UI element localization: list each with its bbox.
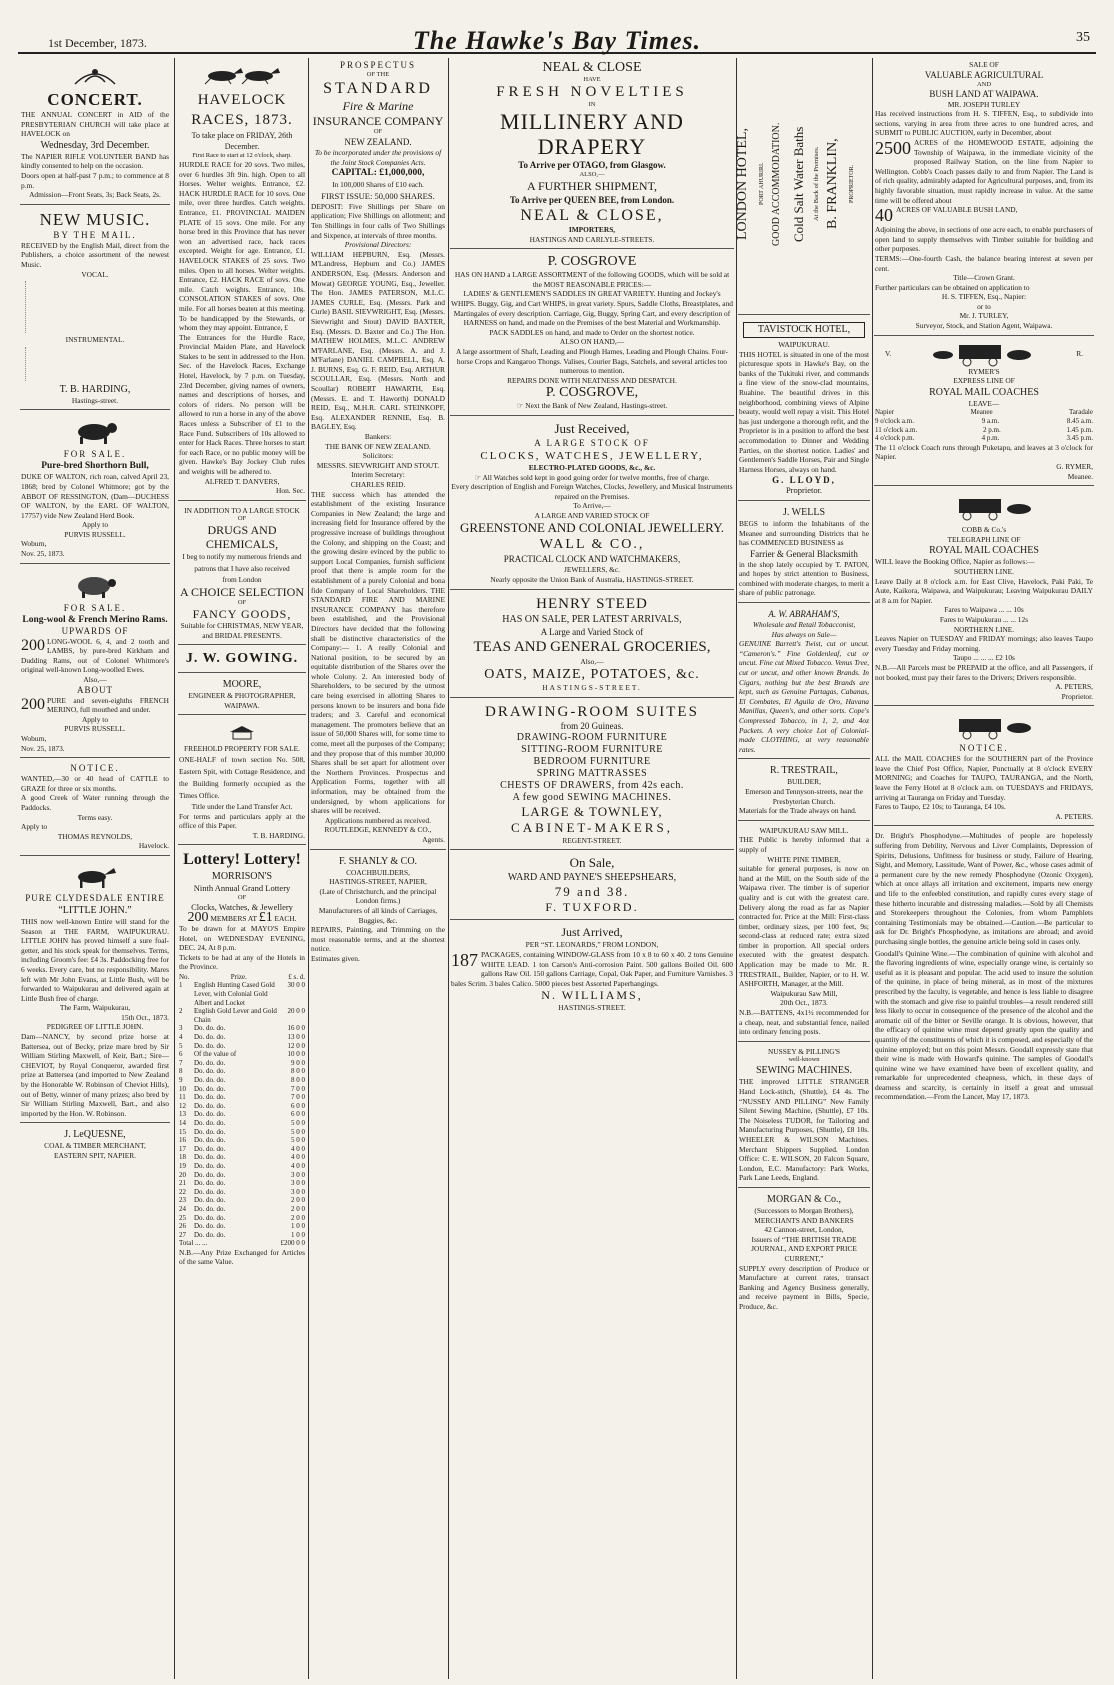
prospectus-ad: PROSPECTUS OF THE STANDARD Fire & Marine INSURANCE COMPANY OF NEW ZEALAND. To be incorporated under the provisions of the Joint Stock Companies Acts. CAPITAL: £1,000,000, In 100,000 Shares of £10 each. FIRST ISSUE: 50,000 SHARES. DEPOSIT: Five Shillings per Share on application; Five Shillings on allotment; and Ten Shillings in four calls of Two Shillings and Sixpence, at intervals of three months. Provisional Directors: WILLIAM HEPBURN, Esq. (Messrs. M'Landress, Hepburn and Co.) JAMES ANDERSON, Esq. (Messrs. Anderson and Mowat) GEORGE YOUNG, Esq., Jeweller. The Hon. JAMES PATERSON, M.L.C. JAMES CURLE, Esq. (Messrs. Park and Curle) BASIL SIEVWRIGHT, Esq. (Messrs. Sievwright and Stout) DAVID BAXTER, Esq. (Messrs. D. Baxter and Co.) The Hon. MATHEW HOLMES, M.L.C. ANDREW M'FARLANE, Esq. (Messrs. A. and J. M'Farlane) DANIEL CAMPBELL, Esq. A. J. BURNS, Esq. G. F. REID, Esq. ARTHUR SCOULLAR, Esq. (Messrs. North and Scoullar) ROBERT HAWARTH, Esq. (Messrs. E. and T. Haworth) DONALD REID, Esq., M.H.R. CARL STEINKOPF, Esq. ALEXANDER RENNIE, Esq. B. BAGLEY, Esq. Bankers: THE BANK OF NEW ZEALAND. Solicitors: MESSRS. SIEVWRIGHT AND STOUT. Interim Secretary: CHARLES REID. THE success which has attended the establishment of the existing Insurance Companies in New Zealand; the large and increasing field for Insurance offered by the progressive increase of buildings throughout the Colony, and shipping on the Coast; and the growing desire evinced by the public to support Local Companies, furnish sufficient proof that there is ample room for the establishment of a purely Colonial and bona fide Company of Local Shareholders. THE STANDARD FIRE AND MARINE INSURANCE COMPANY has therefore been established, and the Provisional Directors have decided that the following shall be distinctive characteristics of the Company:— 1. A really Colonial and National position, to be secured by an equitable distribution of the Shares over the whole Colony. 2. An interested body of Shareholders, to be secured by the utmost care being exercised in allotting Shares to persons known to be insurers and bona fide traders; and 3. Careful and economical management. The promoters believe that an issue of 50,000 Shares will, for some time to come, meet all the purposes of the Company; and they propose that of this number 30,000 Shares shall be set apart for allotment over the Northern Provinces. Prospectus and Application Forms, together with all information, may be obtained from the undersigned, by whom applications for shares will be received. Applications numbered as received. ROUTLEDGE, KENNEDY & CO., Agents. <box>310 58 446 850</box>
shanly-ad: F. SHANLY & CO. COACHBUILDERS, HASTINGS-STREET, NAPIER, (Late of Christchurch, and the principal London firms.) Manufacturers of all kinds of Carriages, Buggies, &c. REPAIRS, Painting, and Trimming on the most reasonable terms, and at the shortest notice. Estimates given. <box>311 855 445 963</box>
prize-row: 16 Do. do. do. 5 0 0 <box>179 1136 305 1145</box>
cobb-coaches-ad: COBB & Co.'s TELEGRAPH LINE OF ROYAL MAIL COACHES WILL leave the Booking Office, Napier as follows:— SOUTHERN LINE. Leave Daily at 8 o'clock a.m. for East Clive, Havelock, Paki Paki, Te Aute, Kaikora, Waipawa, and Waipukurau; Leaving Waipukurau DAILY at 8 a.m for Napier. Fares to Waipawa ... ... 10s Fares to Waipukurau ... ... 12s NORTHERN LINE. Leaves Napier on TUESDAY and FRIDAY mornings; also leaves Taupo every Tuesday and Friday morning. Taupo ... ... ... £2 10s N.B.—All Parcels must be PREPAID at the office, and all Passengers, if not booked, must pay their fares to the Drivers; Drivers responsible. A. PETERS, Proprietor. <box>874 489 1094 706</box>
prize-row: 10 Do. do. do. 7 0 0 <box>179 1084 305 1093</box>
pointing-hand-icon: ☞ <box>516 401 524 411</box>
prize-row: 26 Do. do. do. 1 0 0 <box>179 1222 305 1231</box>
coach-icon <box>929 341 1039 367</box>
wall-co-ad: Just Received, A LARGE STOCK OF CLOCKS, WATCHES, JEWELLERY, ELECTRO-PLATED GOODS, &c., &c. ☞ All Watches sold kept in good going order for twelve months, free of charge. Every description of English and Foreign Watches, Clocks, Jewellery, and Musical Instruments repaired on the Premises. To Arrive,— A LARGE AND VARIED STOCK OF GREENSTONE AND COLONIAL JEWELLERY. WALL & CO., PRACTICAL CLOCK AND WATCHMAKERS, JEWELLERS, &c. Nearly opposite the Union Bank of Australia, HASTINGS-STREET. <box>450 419 734 590</box>
page-number: 35 <box>1076 30 1090 45</box>
timetable-row: 11 o'clock a.m. 2 p.m. 1.45 p.m. <box>875 425 1093 434</box>
timetable-header: Napier Meanee Taradale <box>875 408 1093 417</box>
furniture-line: DRAWING-ROOM FURNITURE <box>516 731 668 743</box>
gowing-ad: J. W. GOWING. <box>178 648 306 673</box>
henry-steed-ad: HENRY STEED HAS ON SALE, PER LATEST ARRIVALS, A Large and Varied Stock of TEAS AND GENERAL GROCERIES, Also,— OATS, MAIZE, POTATOES, &c. HASTINGS-STREET. <box>450 593 734 698</box>
furniture-line: SITTING-ROOM FURNITURE <box>521 743 663 755</box>
lottery-ad: Lottery! Lottery! MORRISON'S Ninth Annual Grand Lottery OF Clocks, Watches, & Jewellery 200 MEMBERS AT £1 EACH. To be drawn for at MAYO'S Empire Hotel, on WEDNESDAY EVENING, DEC. 24, At 8 p.m. Tickets to be had at any of the Hotels in the Province. No. Prize. £ s. d. 1 English Hunting Cased Gold Lever, with Colonial Gold Albert and Locket 30 0 0 2 English Gold Lever and Gold Chain 20 0 0 3 Do. do. do. 16 0 0 4 Do. do. do. 13 0 0 5 Do. do. do. 12 0 0 6 Of the value of 10 0 0 7 Do. do. do. 9 0 0 8 Do. do. do. 8 0 0 9 Do. do. do. 8 0 0 10 Do. do. do. 7 0 0 11 Do. do. do. 7 0 0 12 Do. do. do. 6 0 0 13 Do. do. do. 6 0 0 14 Do. do. do. 5 0 0 15 Do. do. do. 5 0 0 16 Do. do. do. 5 0 0 17 Do. do. do. 4 0 0 18 Do. do. do. 4 0 0 19 Do. do. do. 4 0 0 20 Do. do. do. 3 0 0 21 Do. do. do. 3 0 0 22 Do. do. do. 3 0 0 23 Do. do. do. 2 0 0 24 Do. do. do. 2 0 0 25 Do. do. do. 2 0 0 26 Do. do. do. 1 0 0 27 Do. do. do. 1 0 0 Total ... ... £200 0 0 N.B.—Any Prize Exchanged for Articles of the same Value. <box>179 851 305 1267</box>
prize-row: 7 Do. do. do. 9 0 0 <box>179 1058 305 1067</box>
large-townley-ad: DRAWING-ROOM SUITES from 20 Guineas. DRAWING-ROOM FURNITURE SITTING-ROOM FURNITURE BEDROOM FURNITURE SPRING MATTRASSES CHESTS OF DRAWERS, from 42s each. A few good SEWING MACHINES. LARGE & TOWNLEY, CABINET-MAKERS, REGENT-STREET. <box>450 701 734 851</box>
column-3 <box>310 58 446 1679</box>
lequesne-ad: J. LeQUESNE, COAL & TIMBER MERCHANT, EASTERN SPIT, NAPIER. <box>44 1129 146 1160</box>
furniture-line: BEDROOM FURNITURE <box>533 755 651 767</box>
prize-row: 23 Do. do. do. 2 0 0 <box>179 1196 305 1205</box>
bull-icon <box>70 419 120 445</box>
furniture-line: SPRING MATTRASSES <box>536 767 648 779</box>
timetable-row: 4 o'clock p.m. 4 p.m. 3.45 p.m. <box>875 434 1093 443</box>
prize-row: 13 Do. do. do. 6 0 0 <box>179 1110 305 1119</box>
prize-row: 17 Do. do. do. 4 0 0 <box>179 1144 305 1153</box>
neal-close-ad: NEAL & CLOSE HAVE FRESH NOVELTIES IN MILLINERY AND DRAPERY To Arrive per OTAGO, from Glasgow. ALSO,— A FURTHER SHIPMENT, To Arrive per QUEEN BEE, from London. NEAL & CLOSE, IMPORTERS, HASTINGS AND CARLYLE-STREETS. <box>450 58 734 249</box>
williams-ad: Just Arrived, PER “ST. LEONARDS,” FROM LONDON, 187 PACKAGES, containing WINDOW-GLASS from 10 x 8 to 60 x 40. 2 tons Genuine WHITE LEAD. 1 ton Carson's Anti-corrosion Paint. 500 gallons Boiled Oil. 600 gallons Raw Oil. 150 gallons Carriage, Copal, Oak Paper, and Furniture Varnishes. 3 bales Scrim. 3 bales Calico. 5000 pieces best Assorted Paperhangings. N. WILLIAMS, HASTINGS-STREET. <box>451 925 733 1013</box>
prize-row: 4 Do. do. do. 13 0 0 <box>179 1033 305 1042</box>
prize-row: 24 Do. do. do. 2 0 0 <box>179 1204 305 1213</box>
havelock-races-ad: HAVELOCK RACES, 1873. To take place on FRIDAY, 26th December. First Race to start at 12 o'clock, sharp. HURDLE RACE for 20 sovs. Two miles, over 6 hurdles 3ft 9in. high. Open to all Horses. Welter weights. Entrance, £2. HACK HURDLE RACE for 10 sovs. One mile, over three hurdles. Catch weights. Entrance, £1. PROVINCIAL MAIDEN PLATE of 15 sovs. One mile. For any horse bred in this Province that has never won an advertised race, hack races excepted. Weight for age. Entrance, £1. HAVELOCK STAKES of 25 sovs. Two miles. Open to all horses. Welter weights. Entrance, £2. HACK RACE of sovs. One mile. Catch weights. Entrance, 10s. CONSOLATION STAKES of sovs. One mile. For all horses beaten at this meeting. To be handicapped by the Stewards, or whom they may appoint. Entrance, £ The Entrances for the Hurdle Race, Provincial Maiden Plate, and Havelock Stakes to be sent in addressed to the Hon. Sec. of the Havelock Races, Exchange Hotel, Havelock, by 7 p.m. on Tuesday, 23rd December, giving names of owners, names and descriptions of horses, and colors of riders. No person will be allowed to run a horse in any of the above Races unless a Subscriber of £1 to the Race Fund. Subscribers of 10s allowed to enter for Hack Races. Three horses to start for each Race, or no public money will be given. Hawke's Bay Jockey Club rules and weights will be adhered to. ALFRED T. DANVERS, Hon. Sec. <box>178 58 306 501</box>
prize-row: 9 Do. do. do. 8 0 0 <box>179 1076 305 1084</box>
prize-row: 3 Do. do. do. 16 0 0 <box>179 1024 305 1033</box>
issue-date: 1st December, 1873. <box>48 36 147 50</box>
column-5 <box>735 58 870 1679</box>
tavistock-hotel-ad: TAVISTOCK HOTEL, WAIPUKURAU. THIS HOTEL is situated in one of the most picturesque spots in Hawke's Bay, on the banks of the Tukituki river, and commands a fine view of the snow-clad mountains, Ruahine. The beautiful drives in this neighborhood, combining views of Alpine beauty, would well repay a visit. This Hotel has just undergone a thorough refit, and the Proprietor is in a position to afford the best accommodation to Dinner and Wedding Parties, on the shortest notice. Ladies' and Gentlemen's Saddle Horses, Pair and Single Harness Horses, always on hand. G. LLOYD, Proprietor. <box>738 318 870 501</box>
prize-row: 18 Do. do. do. 4 0 0 <box>179 1153 305 1162</box>
furniture-line: A few good SEWING MACHINES. <box>512 791 672 803</box>
furniture-line: CHESTS OF DRAWERS, from 42s each. <box>500 779 684 791</box>
morgan-ad: MORGAN & Co., (Successors to Morgan Brothers), MERCHANTS AND BANKERS 42 Cannon-street, London, Issuers of “THE BRITISH TRADE JOURNAL, AND EXPORT PRICE CURRENT,” SUPPLY every description of Produce or Manufacture at current rates, transact Banking and Agency Business generally, and receive payment in Bills, Specie, Produce, &c. <box>739 1193 869 1311</box>
sheep-icon <box>70 573 120 599</box>
abrahams-ad: A. W. ABRAHAM'S, Wholesale and Retail Tobacconist, Has always on Sale— GENUINE Barrett's Twist, cut or uncut. “Cameron's.” Fine Goldenleaf, cut or uncut. Fine cut Mixed Tobacco. Venus Tree, cut or uncut, and other known Brands. In Cigars, nothing but the best Brands are kept, such as Genuine Partagas, Cabanas, El Combates, El Aguila de Oro, Havana Manillas, Queen's, and other sorts. Cope's Compressed Tobacco, in 1, 2, and 4oz Packets. A very choice Lot of Colonial-made CLOTHING, at very reasonable rates. <box>738 606 870 759</box>
cosgrove-ad: P. COSGROVE HAS ON HAND a LARGE ASSORTMENT of the following GOODS, which will be sold at the MOST REASONABLE PRICES:— LADIES' & GENTLEMEN'S SADDLES IN GREAT VARIETY. Hunting and Jockey's WHIPS. Buggy, Gig, and Cart WHIPS, in great variety. Spurs, Saddle Cloths, Breastplates, and Martingales of every description. Carriage, Gig, Buggy, Spring Cart, and every description of HARNESS on hand, and made on the Premises of the best Material and Workmanship. PACK SADDLES on hand, and made to Order on the shortest notice. ALSO ON HAND,— A large assortment of Shaft, Leading and Plough Hames, Leading and Plough Chains. Four-horse Crops and Kangaroo Thongs. Valises, Courier Bags, Satchels, and several articles too numerous to mention. REPAIRS DONE WITH NEATNESS AND DESPATCH. P. COSGROVE, ☞ Next the Bank of New Zealand, Hastings-street. <box>450 252 734 416</box>
column-1 <box>20 58 170 1679</box>
pointing-hand-icon: ☞ <box>474 472 482 482</box>
drugs-ad: IN ADDITION TO A LARGE STOCK OF DRUGS AND CHEMICALS, I beg to notify my numerous friends and patrons that I have also received from London A CHOICE SELECTION OF FANCY GOODS, Suitable for CHRISTMAS, NEW YEAR, and BRIDAL PRESENTS. <box>178 504 306 645</box>
column-rule <box>174 58 175 1679</box>
column-2 <box>178 58 306 1679</box>
prize-row: 12 Do. do. do. 6 0 0 <box>179 1101 305 1110</box>
column-rule <box>308 58 309 1679</box>
prize-row: 2 English Gold Lever and Gold Chain 20 0 0 <box>179 1007 305 1024</box>
column-rule <box>736 58 737 1679</box>
rymer-coaches-ad: V. R. RYMER'S EXPRESS LINE OF ROYAL MAIL COACHES LEAVE— Napier Meanee Taradale 9 o'clock a.m. 9 a.m. 8.45 a.m. 11 o'clock a.m. 2 p.m. 1.45 p.m. 4 o'clock p.m. 4 p.m. 3.45 p.m. The 11 o'clock Coach runs through Puketapu, and leaves at 3 o'clock for Napier. G. RYMER, Meanee. <box>874 339 1094 487</box>
freehold-ad: FREEHOLD PROPERTY FOR SALE. ONE-HALF of town section No. 508, Eastern Spit, with Cottage Residence, and the Building formerly occupied as the Times Office. Title under the Land Transfer Act. For terms and particulars apply at the office of this Paper. T. B. HARDING. <box>178 718 306 845</box>
prize-row: 5 Do. do. do. 12 0 0 <box>179 1041 305 1050</box>
moore-ad: MOORE, ENGINEER & PHOTOGRAPHER, WAIPAWA. <box>178 676 306 715</box>
column-4 <box>450 58 734 1679</box>
prize-row: 8 Do. do. do. 8 0 0 <box>179 1067 305 1076</box>
prize-row: 1 English Hunting Cased Gold Lever, with Colonial Gold Albert and Locket 30 0 0 <box>179 981 305 1007</box>
house-icon <box>227 724 257 740</box>
prize-row: 14 Do. do. do. 5 0 0 <box>179 1118 305 1127</box>
coach-icon <box>929 715 1039 739</box>
timetable <box>875 408 1093 442</box>
prize-row: 19 Do. do. do. 4 0 0 <box>179 1161 305 1170</box>
column-rule <box>448 58 449 1679</box>
wells-ad: J. WELLS BEGS to inform the Inhabitants of the Meanee and surrounding Districts that he has COMMENCED BUSINESS as Farrier & General Blacksmith in the shop lately occupied by T. PATON, and hopes by strict attention to Business, combined with moderate charges, to merit a share of public patronage. <box>738 504 870 603</box>
concert-heading: CONCERT. <box>47 90 143 109</box>
furniture-list <box>451 732 733 804</box>
prize-row: 15 Do. do. do. 5 0 0 <box>179 1127 305 1136</box>
horse-icon <box>70 865 120 889</box>
tuxford-ad: On Sale, WARD AND PAYNE'S SHEEPSHEARS, 79 and 38. F. TUXFORD. <box>450 853 734 920</box>
sewing-machines-ad: NUSSEY & PILLING'S well-known SEWING MACHINES. THE improved LITTLE STRANGER Hand Lock-stitch, (Shuttle), £4 4s. The “NUSSEY AND PILLING” New Family Silent Sewing Machine, (Shuttle), £7 10s. The Noiseless TUDOR, for Tailoring and Manufacturing Purposes, (Shuttle), £8 10s. WHEELER & WILSON Machines. Merchant Shippers Supplied. London Office: C. E. WILSON, 20 Falcon Square, London, E.C. Manufactory: Park Works, Park Lane Leeds, England. <box>738 1045 870 1188</box>
mail-coach-notice-ad: NOTICE. ALL the MAIL COACHES for the SOUTHERN part of the Province leave the Chief Post Office, Napier, Punctually at 8 o'clock EVERY MORNING; and Coaches for TAUPO, TAURANGA, and the North, leave the Ferry Hotel at 8 o'clock a.m. on TUESDAYS and FRIDAYS, arriving at Tauranga on Friday and Tuesday. Fares to Taupo, £2 10s; to Tauranga, £4 10s. A. PETERS. <box>874 709 1094 826</box>
prize-row: 11 Do. do. do. 7 0 0 <box>179 1093 305 1102</box>
timetable-row: 9 o'clock a.m. 9 a.m. 8.45 a.m. <box>875 417 1093 426</box>
racehorses-icon <box>197 64 287 86</box>
prize-list <box>179 981 305 1239</box>
coach-icon <box>929 495 1039 521</box>
column-rule <box>872 58 873 1679</box>
prize-row: 21 Do. do. do. 3 0 0 <box>179 1179 305 1188</box>
prize-row: 22 Do. do. do. 3 0 0 <box>179 1187 305 1196</box>
medical-notices: Dr. Bright's Phosphodyne.—Multitudes of people are hopelessly suffering from Debility, Nervous and Liver Complaints, Depression of Spirits, Delusions, Unfitness for business or study, Failure of Hearing, Sight, and Memory, Lassitude, Want of Power, &c., whose cases admit of a permanent cure by the new remedy Phosphodyne (Ozonic Oxygen), which at once allays all irritation and excitement, imparts new energy and life to the enfeebled constitution, and rapidly cures every stage of these hitherto incurable and distressing maladies.—Sold by all Chemists and Storekeepers throughout the Colonies, from whom Pamphlets containing Testimonials may be obtained.—Caution.—Be particular to ask for Dr. Bright's Phosphodyne, as imitations are abroad; and avoid purchasing single bottles, the genuine article being sold in cases only. Goodall's Quinine Wine.—The combination of quinine with alcohol and the flavoring ingredients of wine, especially orange wine, is certainly so useful as it is pleasant and popular. The acid used to insure the solution of the quinine, in place of being mineral, as in most of the mixtures prescribed by the faculty, is vegetable, and hence is less liable to disagree with the stomach and give rise to painful troubles—a result rendered still less likely to occur in consequence of the presence of the alcohol and the aromatic oil of the bitter or Seville orange. It is obvious, however, that the efficacy of quinine wine must depend greatly upon the quality and quantity of the constituents of which it is composed, and especially of the quinine employed; but on this point Messrs. Goodall expressly state that their wine is made with Howard's quinine. The samples of Goodall's quinine wine we have examined have been of excellent quality, and remarkable for unprecedented cheapness, which, in these days of dearness and scarcity, is certainly in itself a great and unusual recommendation.—From the Lancet, May 17, 1873. <box>875 831 1093 1102</box>
song-list <box>25 281 165 333</box>
london-hotel-ad: LONDON HOTEL, PORT AHURIRI. GOOD ACCOMMODATION. Cold Salt Water Baths At the Back of the Premises. B. FRANKLIN, PROPRIETOR. <box>738 58 870 315</box>
prize-row: 25 Do. do. do. 2 0 0 <box>179 1213 305 1222</box>
prize-row: 20 Do. do. do. 3 0 0 <box>179 1170 305 1179</box>
masthead <box>18 14 1096 54</box>
land-sale-ad: SALE OF VALUABLE AGRICULTURAL AND BUSH LAND AT WAIPAWA. MR. JOSEPH TURLEY Has received instructions from H. S. TIFFEN, Esq., to subdivide into sections, varying in area from three acres to one hundred acres, and SUBMIT to PUBLIC AUCTION, early in December, about 2500 ACRES of the HOMEWOOD ESTATE, adjoining the Township of Waipawa, in the immediate vicinity of the proposed Railway Station, on the line from Napier to Wellington. Cobb's Coach passes daily to and from Napier. The Land is of rich quality, admirably adapted for Agricultural purposes, and, from its highly favorable situation, must rapidly increase in value. At the same time will be offered about 40 ACRES OF VALUABLE BUSH LAND, Adjoining the above, in sections of one acre each, to enable purchasers of open land to supply themselves with Timber suitable for building and other purposes. TERMS:—One-fourth Cash, the balance bearing interest at seven per cent. Title—Crown Grant. Further particulars can be obtained on application to H. S. TIFFEN, Esq., Napier: or to Mr. J. TURLEY, Surveyor, Stock, and Station Agent, Waipawa. <box>874 58 1094 336</box>
saw-mill-ad: WAIPUKURAU SAW MILL. THE Public is hereby informed that a supply of WHITE PINE TIMBER, suitable for general purposes, is now on hand at the Mill, on the South side of the Waipawa river. The timber is of superior quality and is cut with the greatest care. Delivery along the road as far as Napier contracted for. Price at the Mill: First-class timber, ordinary sizes, per 100 feet, 9s; second-class at reduced rate; extra sized timber in proportion. All special orders executed with the greatest despatch. Application may be made to Mr. R. TRESTRAIL, Builder, Napier, or to H. W. ASHFORTH, Manager, at the Mill. Waipukurau Saw Mill, 20th Oct., 1873. N.B.—BATTENS, 4x1½ recommended for a cheap, neat, and substantial fence, nailed into ordinary fencing posts. <box>738 824 870 1042</box>
new-music-ad: NEW MUSIC. BY THE MAIL. RECEIVED by the English Mail, direct from the Publishers, a choice assortment of the newest Music. VOCAL. INSTRUMENTAL. T. B. HARDING, Hastings-street. <box>20 208 170 411</box>
rams-sale-ad: FOR SALE. Long-wool & French Merino Rams. UPWARDS OF 200 LONG-WOOL 6, 4, and 2 tooth and LAMBS, by pure-bred Kirkham and Dudding Rams, out of Colonel Whitmore's original well-known Long-woolled Ewes. Also,— ABOUT 200 PURE and seven-eighths FRENCH MERINO, full mouthed and under. Apply to PURVIS RUSSELL. Woburn, Nov. 25, 1873. <box>20 567 170 759</box>
cattle-notice-ad: NOTICE. WANTED,—30 or 40 head of CATTLE to GRAZE for three or six months. A good Creek of Water running through the Paddocks. Terms easy. Apply to THOMAS REYNOLDS, Havelock. <box>20 761 170 856</box>
lyre-ornament-icon <box>65 64 125 86</box>
newspaper-title: The Hawke's Bay Times. <box>412 26 702 55</box>
instrumental-list <box>25 347 165 381</box>
column-6 <box>874 58 1094 1679</box>
prize-row: 27 Do. do. do. 1 0 0 <box>179 1230 305 1239</box>
concert-ad: CONCERT. THE ANNUAL CONCERT in AID of the PRESBYTERIAN CHURCH will take place at HAVELOCK on Wednesday, 3rd December. The NAPIER RIFLE VOLUNTEER BAND has kindly consented to help on the occasion. Doors open at half-past 7 p.m.; to commence at 8 p.m. Admission—Front Seats, 3s; Back Seats, 2s. <box>20 58 170 205</box>
trestrail-ad: R. TRESTRAIL, BUILDER, Emerson and Tennyson-streets, near the Presbyterian Church. Materials for the Trade always on hand. <box>738 762 870 820</box>
prize-row: 6 Of the value of 10 0 0 <box>179 1050 305 1059</box>
clydesdale-ad: PURE CLYDESDALE ENTIRE “LITTLE JOHN.” THIS now well-known Entire will stand for the Season at THE FARM, WAIPUKURAU. LITTLE JOHN has proved himself a sure foal-getter, and his stock speak for themselves. Terms, including Groom's fee: £4 3s. Paddocking free for 6 weeks. Every care, but no responsibility. Mares left with Mr John Evans, at Little Bush, will be forwarded to Waipukurau and delivered again at Little Bush free of charge. The Farm, Waipukurau, 15th Oct., 1873. PEDIGREE OF LITTLE JOHN. Dam—NANCY, by second prize horse at Battersea, out of Becky, prize mare bred by Sir William Stirling Maxwell, of Keir, Bart.; Sire—CHEVIOT, by Royal Conqueror, awarded first prize at Battersea (and imported to New Zealand by the Honorable W. Robinson of Cheviot Hills), out of Betty, winner of many prizes; also bred by Sir William Stirling Maxwell, Bart., and also imported by the Hon. W. Robinson. <box>20 859 170 1123</box>
bull-sale-ad: FOR SALE. Pure-bred Shorthorn Bull, DUKE OF WALTON, rich roan, calved April 23, 1868; bred by Colonel Whitmore; got by the ABBOT OF RESSINGTON, (Dam—DUCHESS OF WALTON, by the EARL OF WALTON, 17757) vide New Zealand Herd Book. Apply to PURVIS RUSSELL. Woburn, Nov. 25, 1873. <box>20 413 170 563</box>
